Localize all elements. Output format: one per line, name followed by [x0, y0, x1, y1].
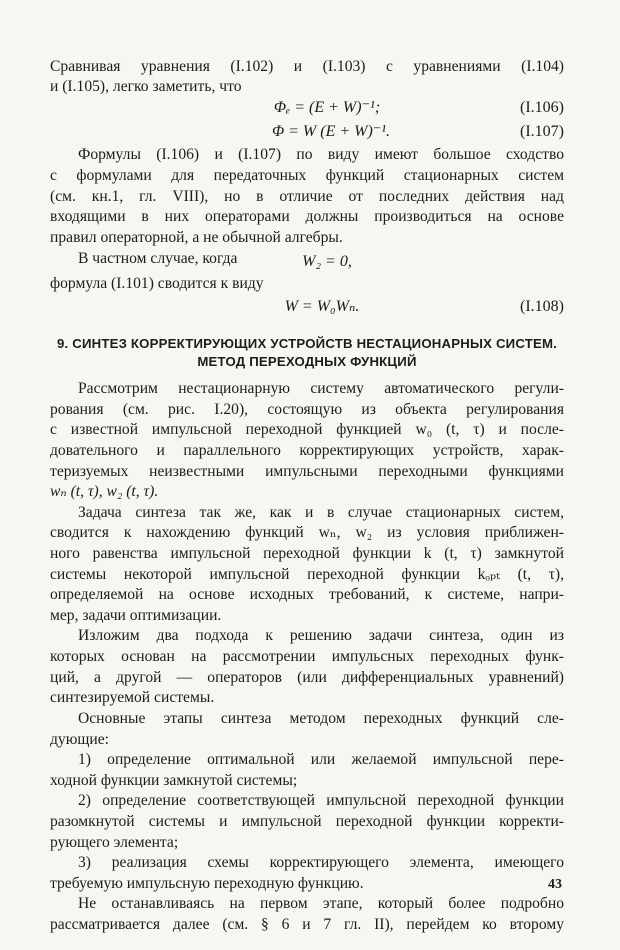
text-line: системы некоторой импульсной переходной функции kₒₚₜ (t, τ), [50, 565, 564, 583]
text-line: входящими в них операторами должны производиться на основе [50, 208, 564, 226]
equation-formula: Φₑ = (E + W)⁻¹; [273, 99, 381, 117]
text-line: с известной импульсной переходной функцией w₀ (t, τ) и после- [50, 421, 564, 439]
equation-106 [50, 96, 564, 120]
text-line: Задача синтеза так же, как и в случае стационарных систем, [78, 503, 564, 521]
equation-108 [50, 295, 564, 319]
text-line: которых основан на рассмотрении импульсных переходных функ- [50, 648, 564, 665]
equation-number: (I.108) [520, 297, 564, 315]
list-item: 3) реализация схемы корректирующего элемента, имеющего [78, 854, 564, 872]
text-line: синтезируемой системы. [50, 689, 215, 707]
list-item: ходной функции замкнутой системы; [50, 771, 298, 789]
text-line: сводится к нахождению функций wₙ, w₂ из условия приближен- [50, 524, 564, 542]
equation-wz [50, 250, 564, 274]
text-line: Формулы (I.106) и (I.107) по виду имеют большое сходство [78, 146, 564, 164]
section-heading: 9. СИНТЕЗ КОРРЕКТИРУЮЩИХ УСТРОЙСТВ НЕСТАЦИОНАРНЫХ СИСТЕМ. [56, 335, 558, 351]
text-line: Не останавливаясь на первом этапе, который более подробно [78, 895, 564, 913]
text-line: и (I.105), легко заметить, что [50, 77, 242, 95]
list-item: 2) определение соответствующей импульсной переходной функции [78, 792, 564, 810]
list-item: разомкнутой системы и импульсной переходной функции корректи- [50, 812, 564, 830]
equation-107 [50, 120, 564, 144]
text-line: Рассмотрим нестационарную систему автоматического регули- [78, 380, 564, 397]
equation-formula: W = W₀Wₙ. [284, 297, 360, 315]
text-line: Сравнивая уравнения (I.102) и (I.103) с уравнениями (I.104) [50, 58, 564, 75]
text-line: Изложим два подхода к решению задачи синтеза, один из [78, 627, 564, 645]
text-line: рования (см. рис. I.20), состоящую из объекта регулирования [50, 400, 564, 418]
text-line: формула (I.101) сводится к виду [50, 275, 264, 292]
text-line: рассматривается далее (см. § 6 и 7 гл. II), перейдем ко второму [50, 916, 564, 933]
text-line: довательного и параллельного корректирующих устройств, харак- [50, 441, 564, 459]
text-line: (см. кн.1, гл. VIII), но в отличие от последних действия над [50, 187, 564, 205]
text-line: wₙ (t, τ), w₂ (t, τ). [50, 483, 159, 501]
text-line: ного равенства импульсной переходной функции k (t, τ) замкнутой [50, 544, 564, 562]
text-line: с формулами для передаточных функций стационарных систем [50, 167, 564, 184]
text-line: ций, а другой — операторов (или дифференциальных уравнений) [50, 668, 564, 686]
list-item: рующего элемента; [50, 833, 179, 851]
section-heading: МЕТОД ПЕРЕХОДНЫХ ФУНКЦИЙ [197, 353, 417, 369]
equation-number: (I.106) [520, 99, 564, 117]
equation-formula: W₂ = 0, [302, 253, 352, 271]
text-line: правил операторной, а не обычной алгебры. [50, 228, 343, 246]
list-item: 1) определение оптимальной или желаемой импульсной пере- [78, 751, 564, 769]
text-line: Основные этапы синтеза методом переходных функций сле- [78, 709, 564, 727]
equation-formula: Φ = W (E + W)⁻¹. [271, 122, 391, 140]
text-line: дующие: [50, 730, 109, 748]
list-item: требуемую импульсную переходную функцию. [50, 874, 364, 892]
equation-number: (I.107) [520, 122, 564, 140]
text-line: определяемой на основе исходных требований, к системе, напри- [50, 586, 564, 604]
text-line: теризуемых неизвестными импульсными переходными функциями [50, 462, 564, 480]
text-line: мер, задачи оптимизации. [50, 606, 222, 624]
page-number: 43 [548, 877, 562, 892]
text-line: В частном случае, когда [78, 250, 238, 268]
